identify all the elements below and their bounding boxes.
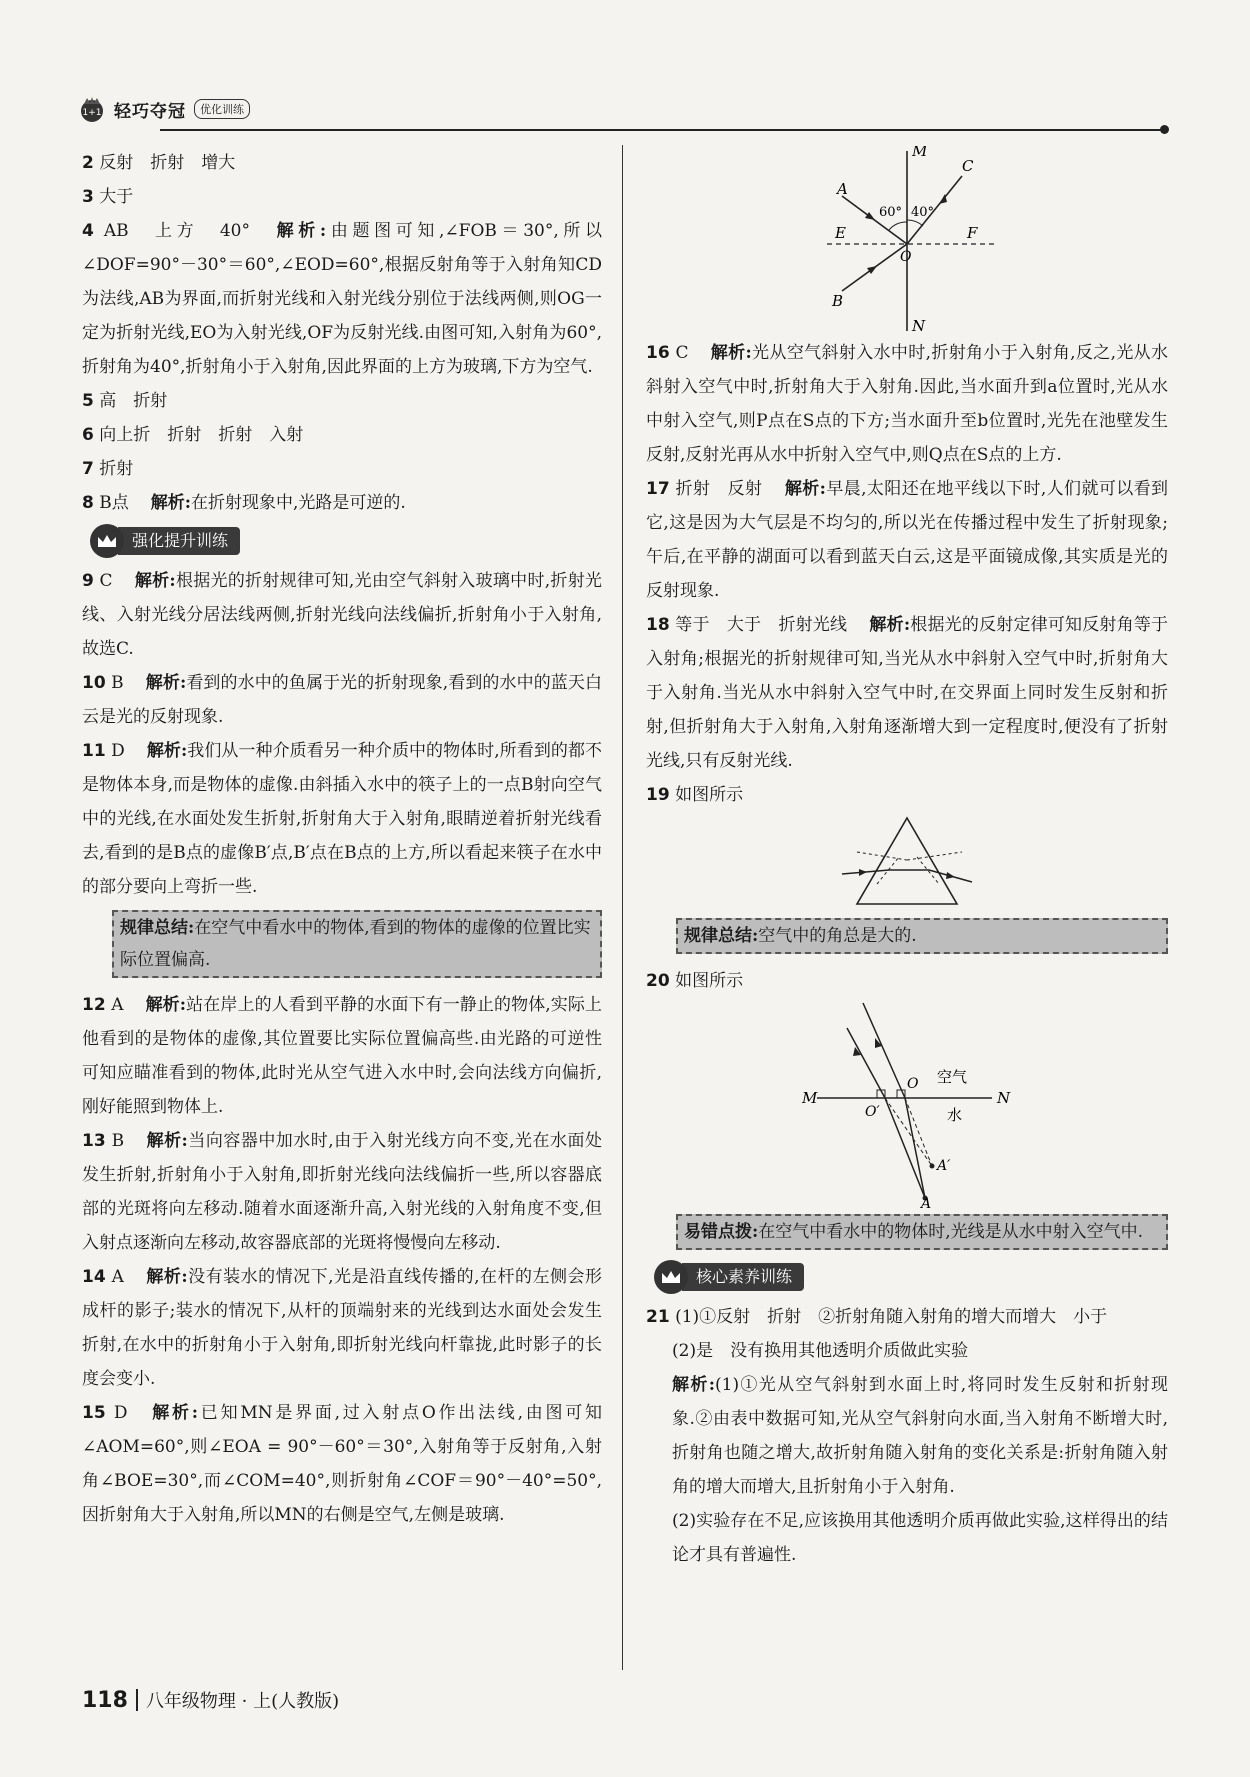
page-number: 118 (82, 1687, 128, 1713)
figure-20-water-diagram (797, 998, 1017, 1208)
svg-text:A: A (921, 1196, 932, 1208)
crown-icon (90, 524, 124, 558)
svg-text:60°: 60° (879, 205, 903, 220)
svg-text:O′: O′ (865, 1104, 880, 1120)
header-rule-dot (1160, 125, 1169, 134)
answer-8: 8 B点 解析:在折射现象中,光路是可逆的. (82, 493, 406, 513)
svg-text:A′: A′ (937, 1158, 951, 1174)
brand-header (78, 92, 250, 126)
svg-text:O: O (907, 1076, 919, 1092)
answer-21-analysis-2: (2)实验存在不足,应该换用其他透明介质再做此实验,这样得出的结论才具有普遍性. (672, 1511, 1168, 1565)
section-core (654, 1260, 1168, 1294)
svg-text:水: 水 (947, 1106, 963, 1124)
answer-20: 20 如图所示 (646, 971, 744, 991)
svg-text:N: N (997, 1089, 1011, 1107)
answer-12: 12 A 解析:站在岸上的人看到平静的水面下有一静止的物体,实际上他看到的是物体的虚像,其位置要比实际位置偏高些.由光路的可逆性可知应瞄准看到的物体,此时光从空气进入水中时,会向法线方向偏折,刚好能照到物体上. (82, 995, 603, 1117)
brand-tag: 优化训练 (194, 99, 250, 119)
svg-text:空气: 空气 (937, 1068, 968, 1086)
rule-summary-note: 规律总结:在空气中看水中的物体,看到的物体的虚像的位置比实际位置偏高. (112, 910, 602, 978)
brand-name: 轻巧夺冠 (114, 101, 186, 122)
book-title: 八年级物理 · 上(人教版) (145, 1691, 340, 1712)
section-title: 强化提升训练 (118, 527, 240, 555)
svg-text:N: N (912, 317, 926, 335)
answer-18: 18 等于 大于 折射光线 解析:根据光的反射定律可知反射角等于入射角;根据光的折射规律可知,当光从水中斜射入空气中时,折射角大于入射角.当光从水中斜射入空气中时,在交界面上同时发生反射和折射,但折射角大于入射角,入射角逐渐增大到一定程度时,便没有了折射光线,只有反射光线. (646, 615, 1169, 771)
crown-logo-icon (78, 95, 106, 123)
answer-2: 2 反射 折射 增大 (82, 153, 236, 173)
mistake-tip-note: 易错点拨:在空气中看水中的物体时,光线是从水中射入空气中. (676, 1214, 1168, 1250)
answer-21-line1: 21 (1)①反射 折射 ②折射角随入射角的增大而增大 小于 (646, 1307, 1108, 1327)
svg-text:1+1: 1+1 (82, 108, 102, 118)
rule-summary-note-2: 规律总结:空气中的角总是大的. (676, 918, 1168, 954)
answer-6: 6 向上折 折射 折射 入射 (82, 425, 304, 445)
answer-7: 7 折射 (82, 459, 134, 479)
svg-text:B: B (832, 292, 844, 310)
left-column (82, 146, 602, 1532)
svg-text:M: M (802, 1089, 818, 1107)
answer-3: 3 大于 (82, 187, 134, 207)
answer-21-analysis: 解析:(1)①光从空气斜射到水面上时,将同时发生反射和折射现象.②由表中数据可知,光从空气斜射向水面,当入射角不断增大时,折射角也随之增大,故折射角随入射角的变化关系是:折射角随入射角的增大而增大,且折射角小于入射角. (672, 1375, 1169, 1497)
right-column (646, 146, 1168, 1572)
header-rule (160, 129, 1165, 131)
answer-15: 15 D 解析:已知MN是界面,过入射点O作出法线,由图可知∠AOM=60°,则∠EOA = 90°－60°＝30°,入射角等于反射角,入射角∠BOE=30°,而∠COM=40°,则折射角∠COF＝90°－40°=50°,因折射角大于入射角,所以MN的右侧是空气,左侧是玻璃. (82, 1403, 603, 1525)
page-footer (82, 1687, 339, 1713)
section-title: 核心素养训练 (682, 1263, 804, 1291)
answer-19: 19 如图所示 (646, 785, 744, 805)
answer-9: 9 C 解析:根据光的折射规律可知,光由空气斜射入玻璃中时,折射光线、入射光线分居法线两侧,折射光线向法线偏折,折射角小于入射角,故选C. (82, 571, 602, 659)
answer-10: 10 B 解析:看到的水中的鱼属于光的折射现象,看到的水中的蓝天白云是光的反射现象. (82, 673, 602, 727)
answer-16: 16 C 解析:光从空气斜射入水中时,折射角小于入射角,反之,光从水斜射入空气中时,折射角大于入射角.因此,当水面升到a位置时,光从水中射入空气,则P点在S点的下方;当水面升至b位置时,光先在池壁发生反射,反射光再从水中折射入空气中,则Q点在S点的上方. (646, 343, 1169, 465)
answer-14: 14 A 解析:没有装水的情况下,光是沿直线传播的,在杆的左侧会形成杆的影子;装水的情况下,从杆的顶端射来的光线到达水面处会发生折射,在水中的折射角小于入射角,即折射光线向杆靠拢,此时影子的长度会变小. (82, 1267, 602, 1389)
svg-text:M: M (912, 146, 928, 160)
svg-text:O: O (900, 249, 912, 265)
figure-15-light-diagram (807, 146, 1007, 336)
crown-icon (654, 1260, 688, 1294)
section-strengthen (90, 524, 602, 558)
svg-text:E: E (835, 224, 846, 242)
answer-17: 17 折射 反射 解析:早晨,太阳还在地平线以下时,人们就可以看到它,这是因为大气层是不均匀的,所以光在传播过程中发生了折射现象;午后,在平静的湖面可以看到蓝天白云,这是平面镜成像,其实质是光的反射现象. (646, 479, 1169, 601)
answer-11: 11 D 解析:我们从一种介质看另一种介质中的物体时,所看到的都不是物体本身,而是物体的虚像.由斜插入水中的筷子上的一点B射向空气中的光线,在水面处发生折射,折射角大于入射角,眼睛逆着折射光线看去,看到的是B点的虚像B′点,B′点在B点的上方,所以看起来筷子在水中的部分要向上弯折一些. (82, 741, 603, 897)
column-divider (622, 145, 623, 1670)
answer-5: 5 高 折射 (82, 391, 168, 411)
footer-separator (136, 1689, 138, 1711)
answer-4: 4 AB 上方 40° 解析:由题图可知,∠FOB＝30°,所以∠DOF=90°－30°＝60°,∠EOD=60°,根据反射角等于入射角知CD为法线,AB为界面,而折射光线和入射光线分别位于法线两侧,则OG一定为折射光线,EO为入射光线,OF为反射光线.由图可知,入射角为60°,折射角为40°,折射角小于入射角,因此界面的上方为玻璃,下方为空气. (82, 221, 603, 377)
figure-19-prism-diagram (837, 812, 977, 912)
answer-13: 13 B 解析:当向容器中加水时,由于入射光线方向不变,光在水面处发生折射,折射角小于入射角,即折射光线向法线偏折一些,所以容器底部的光斑将向左移动.随着水面逐渐升高,入射光线的入射角度不变,但入射点逐渐向左移动,故容器底部的光斑将慢慢向左移动. (82, 1131, 603, 1253)
svg-text:A: A (837, 180, 848, 198)
answer-21-line2: (2)是 没有换用其他透明介质做此实验 (672, 1341, 969, 1361)
svg-text:C: C (962, 157, 974, 175)
svg-text:40°: 40° (911, 205, 935, 220)
svg-text:F: F (967, 224, 978, 242)
